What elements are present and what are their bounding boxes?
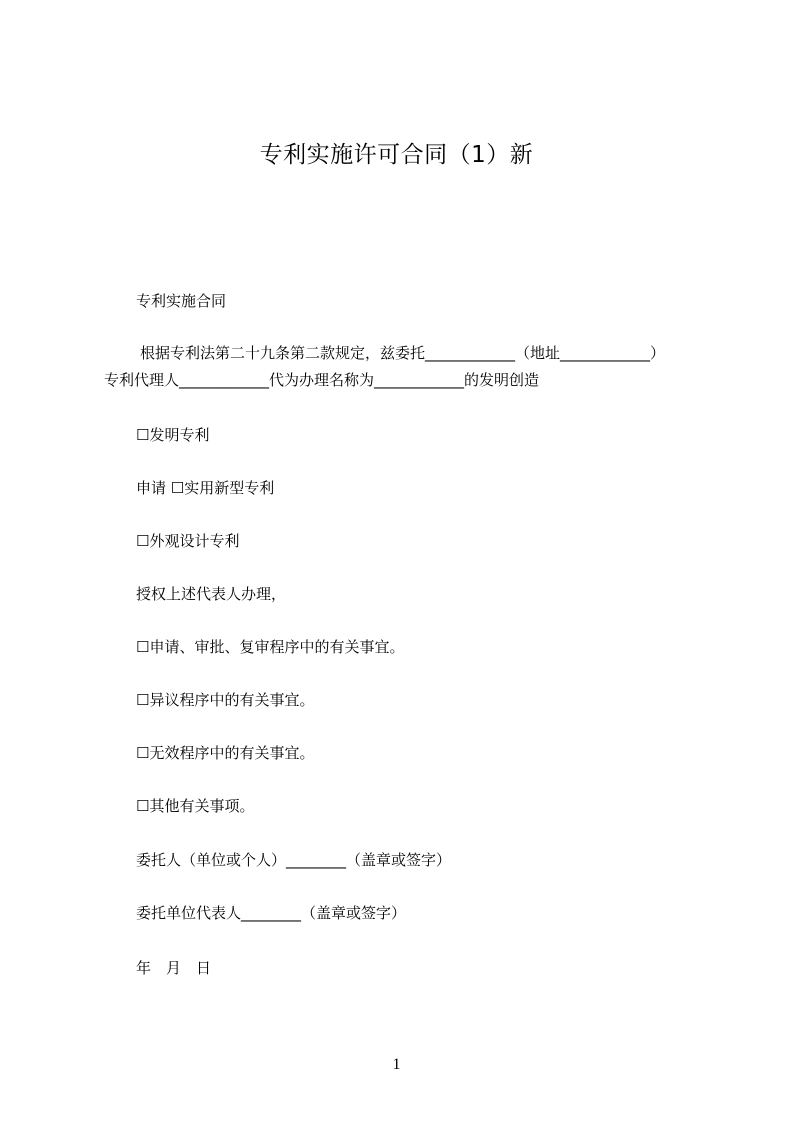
intro-paragraph-line-2: 专利代理人____________代为办理名称为____________的发明创造 [104,371,540,389]
contract-heading: 专利实施合同 [136,292,227,310]
matter-opposition: ☐异议程序中的有关事宜。 [136,691,315,709]
page-number: 1 [392,1056,401,1073]
intro-paragraph-line-1: 根据专利法第二十九条第二款规定，兹委托____________（地址____________） [140,344,666,362]
matter-application-review: ☐申请、审批、复审程序中的有关事宜。 [136,638,405,656]
document-title: 专利实施许可合同（1）新 [259,142,534,168]
matter-other: ☐其他有关事项。 [136,797,255,815]
date-line: 年 月 日 [136,959,212,977]
authorization-text: 授权上述代表人办理， [136,585,287,603]
option-design-patent: ☐外观设计专利 [136,532,240,550]
option-utility-model-patent: 申请 ☐实用新型专利 [136,479,275,497]
representative-signature-line: 委托单位代表人________（盖章或签字） [136,904,407,922]
principal-signature-line: 委托人（单位或个人）________（盖章或签字） [136,851,452,869]
option-invention-patent: ☐发明专利 [136,426,210,444]
matter-invalidation: ☐无效程序中的有关事宜。 [136,744,315,762]
